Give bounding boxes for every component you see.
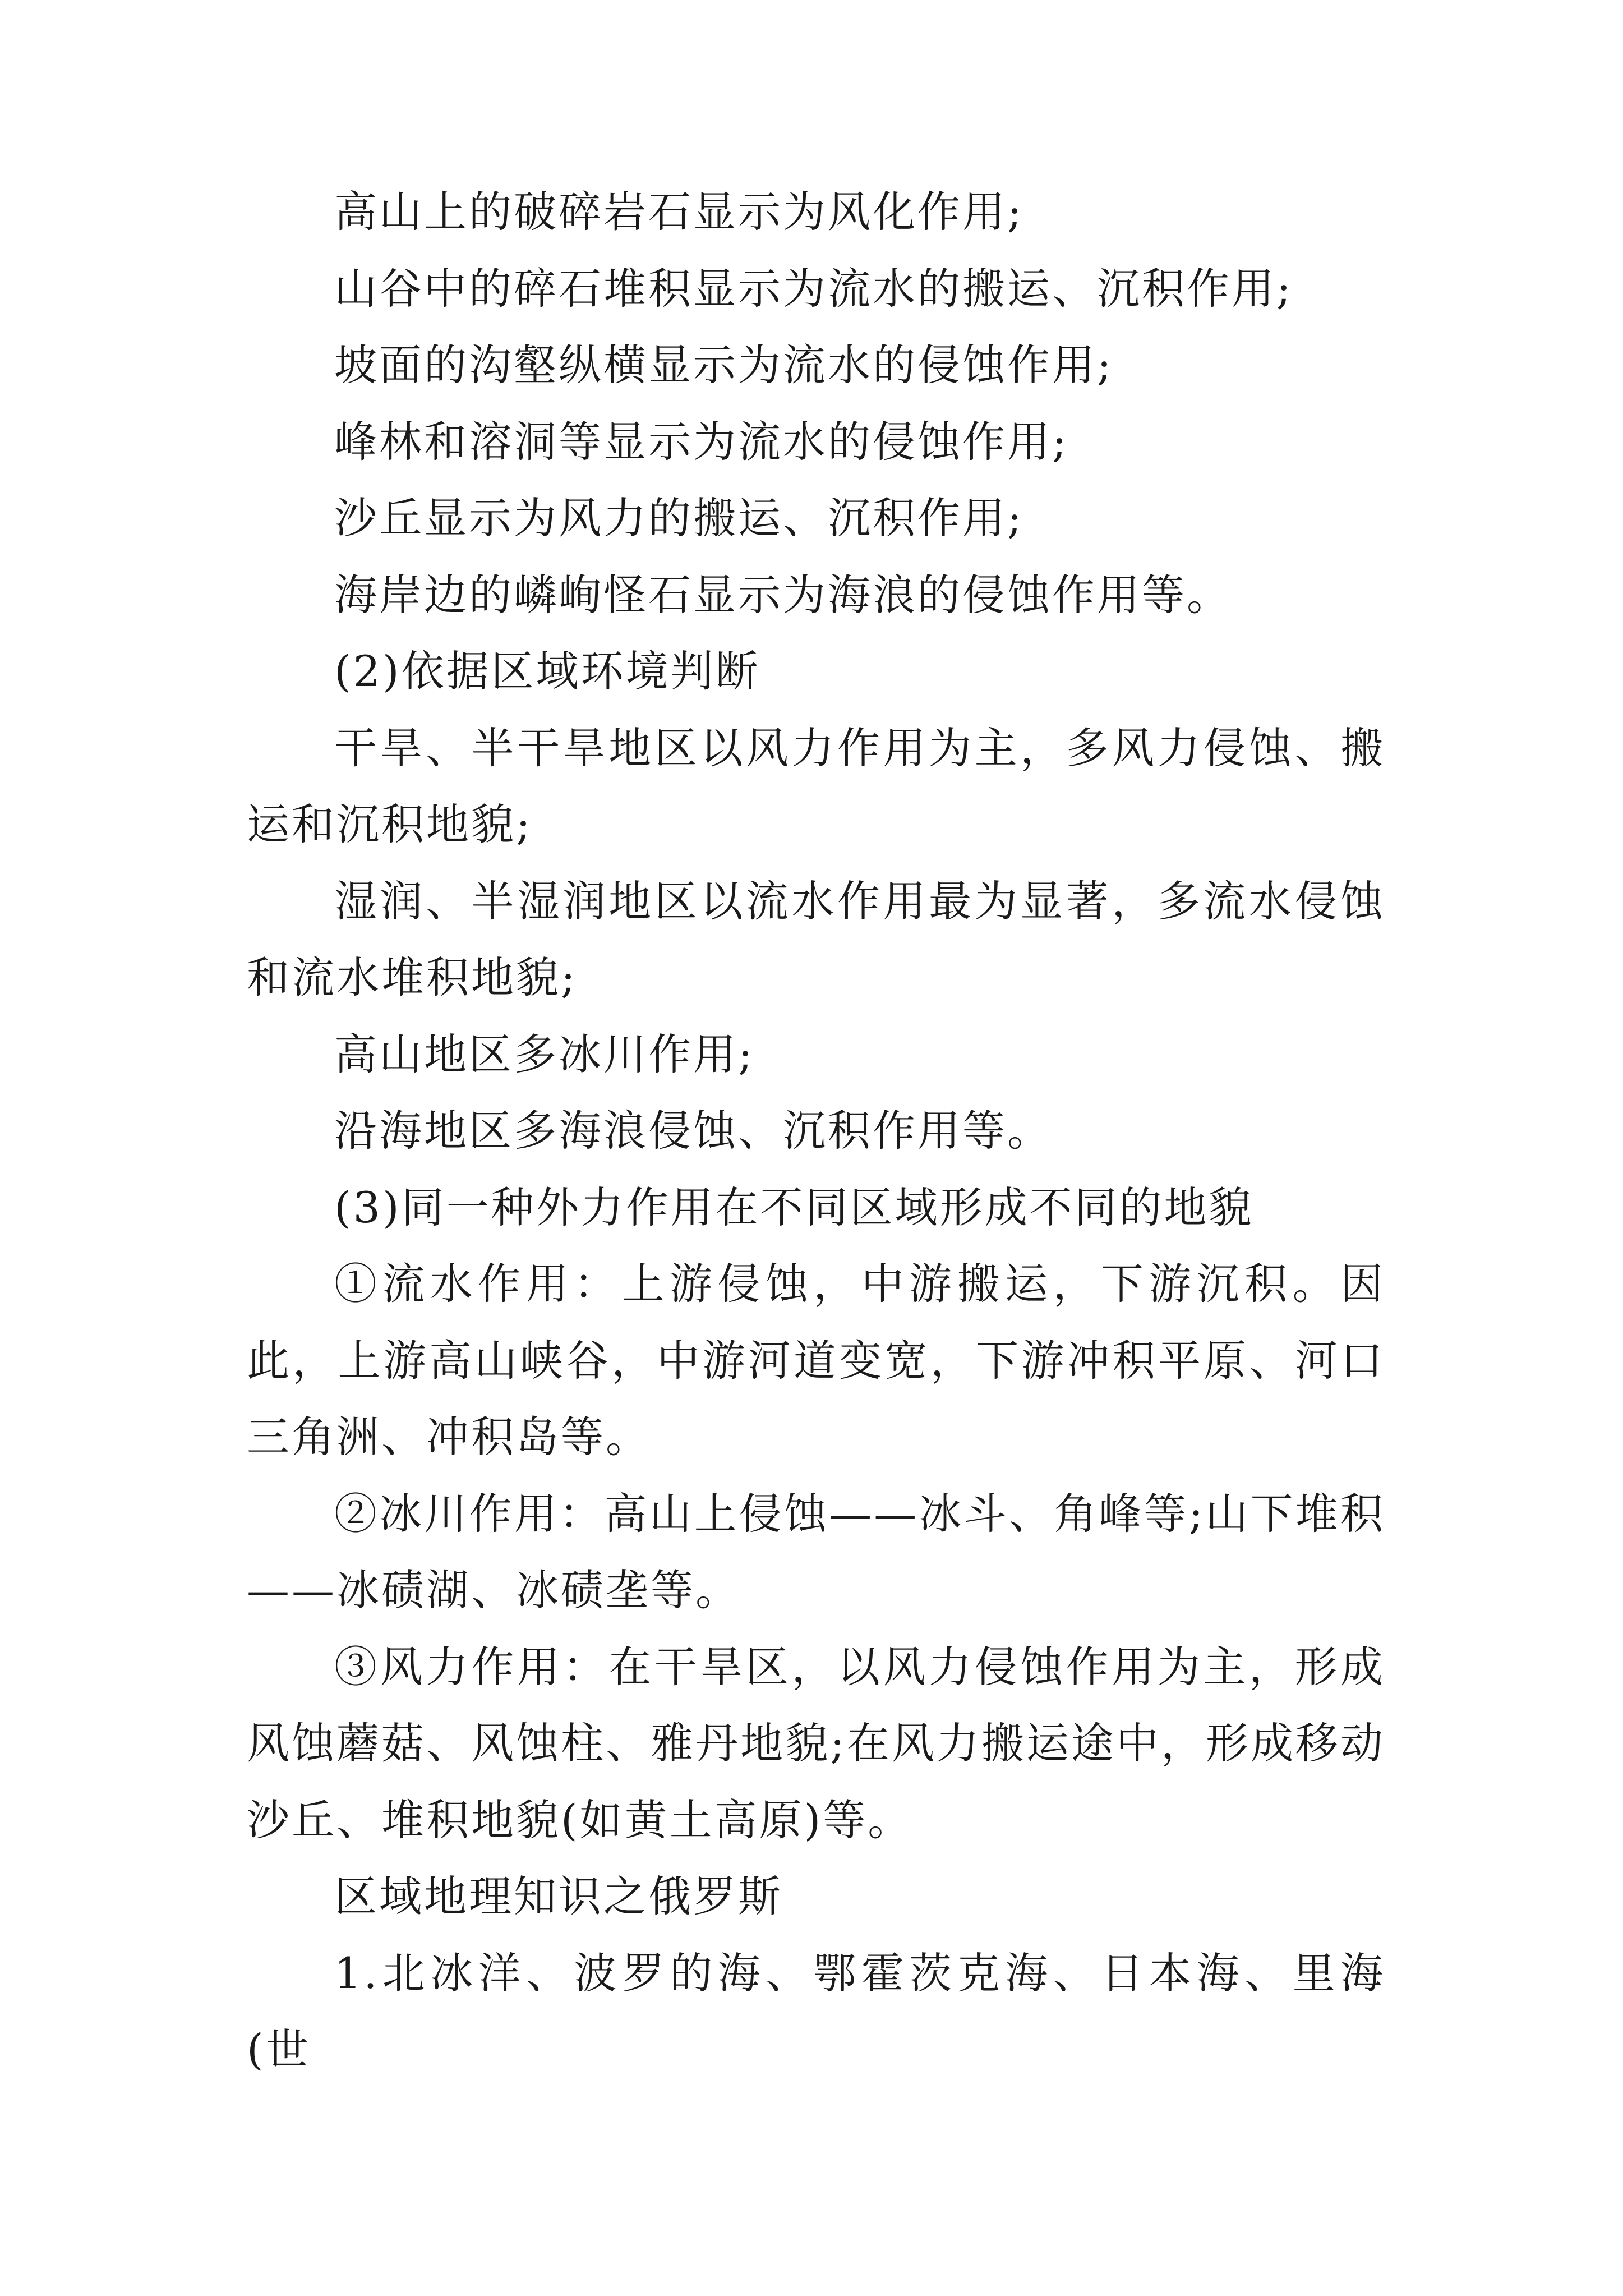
paragraph-valley-debris: 山谷中的碎石堆积显示为流水的搬运、沉积作用; (334, 263, 1293, 314)
paragraph-coastal-regions: 沿海地区多海浪侵蚀、沉积作用等。 (334, 1106, 1052, 1156)
paragraph-glacier: ②冰川作用：高山上侵蚀——冰斗、角峰等;山下堆积——冰碛湖、冰碛垄等。 (247, 1488, 1385, 1615)
paragraph-weathering: 高山上的破碎岩石显示为风化作用; (334, 187, 1024, 237)
document-body (247, 174, 1385, 2088)
paragraph-arid-regions: 干旱、半干旱地区以风力作用为主，多风力侵蚀、搬运和沉积地貌; (247, 723, 1385, 849)
heading-russia: 区域地理知识之俄罗斯 (334, 1871, 783, 1921)
paragraph-coastal-rocks: 海岸边的嶙峋怪石显示为海浪的侵蚀作用等。 (334, 569, 1232, 620)
heading-same-force-different-landforms: (3)同一种外力作用在不同区域形成不同的地貌 (334, 1182, 1254, 1232)
paragraph-wind: ③风力作用：在干旱区，以风力侵蚀作用为主，形成风蚀蘑菇、风蚀柱、雅丹地貌;在风力搬运途中，形成移动沙丘、堆积地貌(如黄土高原)等。 (247, 1641, 1385, 1845)
paragraph-running-water: ①流水作用：上游侵蚀，中游搬运，下游沉积。因此，上游高山峡谷，中游河道变宽，下游冲积平原、河口三角洲、冲积岛等。 (247, 1259, 1385, 1462)
paragraph-russia-seas: 1.北冰洋、波罗的海、鄂霍茨克海、日本海、里海(世 (247, 1948, 1385, 2074)
paragraph-high-mountains: 高山地区多冰川作用; (334, 1029, 755, 1079)
paragraph-slope-gullies: 坡面的沟壑纵横显示为流水的侵蚀作用; (334, 340, 1114, 390)
heading-regional-environment: (2)依据区域环境判断 (334, 646, 760, 696)
paragraph-humid-regions: 湿润、半湿润地区以流水作用最为显著，多流水侵蚀和流水堆积地貌; (247, 876, 1385, 1002)
paragraph-dunes: 沙丘显示为风力的搬运、沉积作用; (334, 493, 1024, 543)
paragraph-karst: 峰林和溶洞等显示为流水的侵蚀作用; (334, 416, 1069, 467)
